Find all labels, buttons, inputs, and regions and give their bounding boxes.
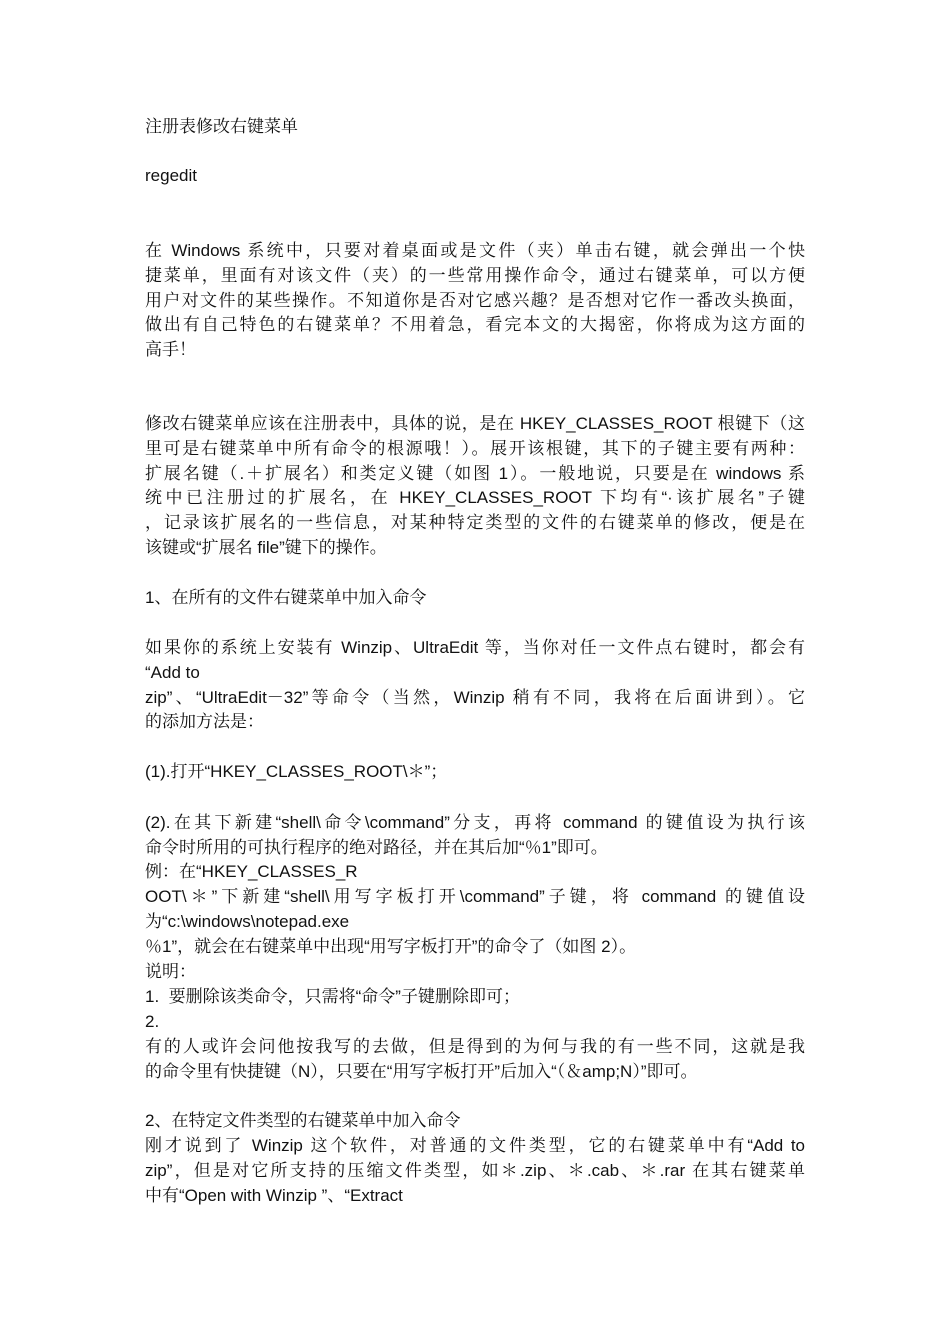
para2-line: 该键或“扩展名 file”键下的操作。 [145,538,387,557]
section2-line: zip”，但是对它所支持的压缩文件类型，如＊.zip、＊.cab、＊.rar 在其右键菜单 [145,1161,805,1180]
step2-line: ％1”，就会在右键菜单中出现“用写字板打开”的命令了（如图 2）。 [145,937,637,956]
step2-line: 说明： [145,962,196,981]
step2-line: 2. [145,1012,160,1031]
intro-line: 高手！ [145,340,196,359]
section1-line: “Add to [145,663,200,682]
section1-heading: 1、在所有的文件右键菜单中加入命令 [145,588,427,607]
section1-line: 的添加方法是： [145,712,264,731]
step2-line: OOT\＊”下新建“shell\用写字板打开\command”子键，将 command 的键值设 [145,887,805,906]
section2-line: 刚才说到了 Winzip 这个软件，对普通的文件类型，它的右键菜单中有“Add to [145,1136,805,1155]
step2-line: 例：在“HKEY_CLASSES_R [145,862,358,881]
doc-title: 注册表修改右键菜单 [145,117,298,136]
section2-heading: 2、在特定文件类型的右键菜单中加入命令 [145,1111,461,1130]
section1-line: zip”、“UltraEdit－32”等命令（当然，Winzip 稍有不同，我将在后面讲到）。它 [145,688,805,707]
section2-line: 中有“Open with Winzip ”、“Extract [145,1186,403,1205]
para2-line: ，记录该扩展名的一些信息，对某种特定类型的文件的右键菜单的修改，便是在 [145,513,805,532]
step2-line: 1. 要删除该类命令，只需将“命令”子键删除即可； [145,987,520,1006]
section1-line: 如果你的系统上安装有 Winzip、UltraEdit 等，当你对任一文件点右键时，都会有 [145,638,805,657]
para2-line: 统中已注册过的扩展名，在 HKEY_CLASSES_ROOT 下均有“·该扩展名”子键 [145,488,805,507]
doc-subtitle: regedit [145,166,197,185]
step2-line: 有的人或许会问他按我写的去做，但是得到的为何与我的有一些不同，这就是我 [145,1037,805,1056]
para2-line: 里可是右键菜单中所有命令的根源哦！）。展开该根键，其下的子键主要有两种： [145,439,805,458]
intro-line: 做出有自己特色的右键菜单？不用着急，看完本文的大揭密，你将成为这方面的 [145,315,805,334]
step2-line: 的命令里有快捷键（N），只要在“用写字板打开”后加入“（＆amp;N）”即可。 [145,1062,698,1081]
intro-line: 用户对文件的某些操作。不知道你是否对它感兴趣？是否想对它作一番改头换面， [145,291,805,310]
step2-line: 为“c:\windows\notepad.exe [145,912,350,931]
intro-line: 捷菜单，里面有对该文件（夹）的一些常用操作命令，通过右键菜单，可以方便 [145,266,805,285]
step2-line: (2).在其下新建“shell\命令\command”分支，再将 command 的键值设为执行该 [145,813,805,832]
intro-line: 在 Windows 系统中，只要对着桌面或是文件（夹）单击右键，就会弹出一个快 [145,241,805,260]
para2-line: 修改右键菜单应该在注册表中，具体的说，是在 HKEY_CLASSES_ROOT 根键下（这 [145,414,805,433]
step1-line: (1).打开“HKEY_CLASSES_ROOT\＊”； [145,762,448,781]
step2-line: 命令时所用的可执行程序的绝对路径，并在其后加“％1”即可。 [145,838,608,857]
para2-line: 扩展名键（.＋扩展名）和类定义键（如图 1）。一般地说，只要是在 windows 系 [145,464,805,483]
